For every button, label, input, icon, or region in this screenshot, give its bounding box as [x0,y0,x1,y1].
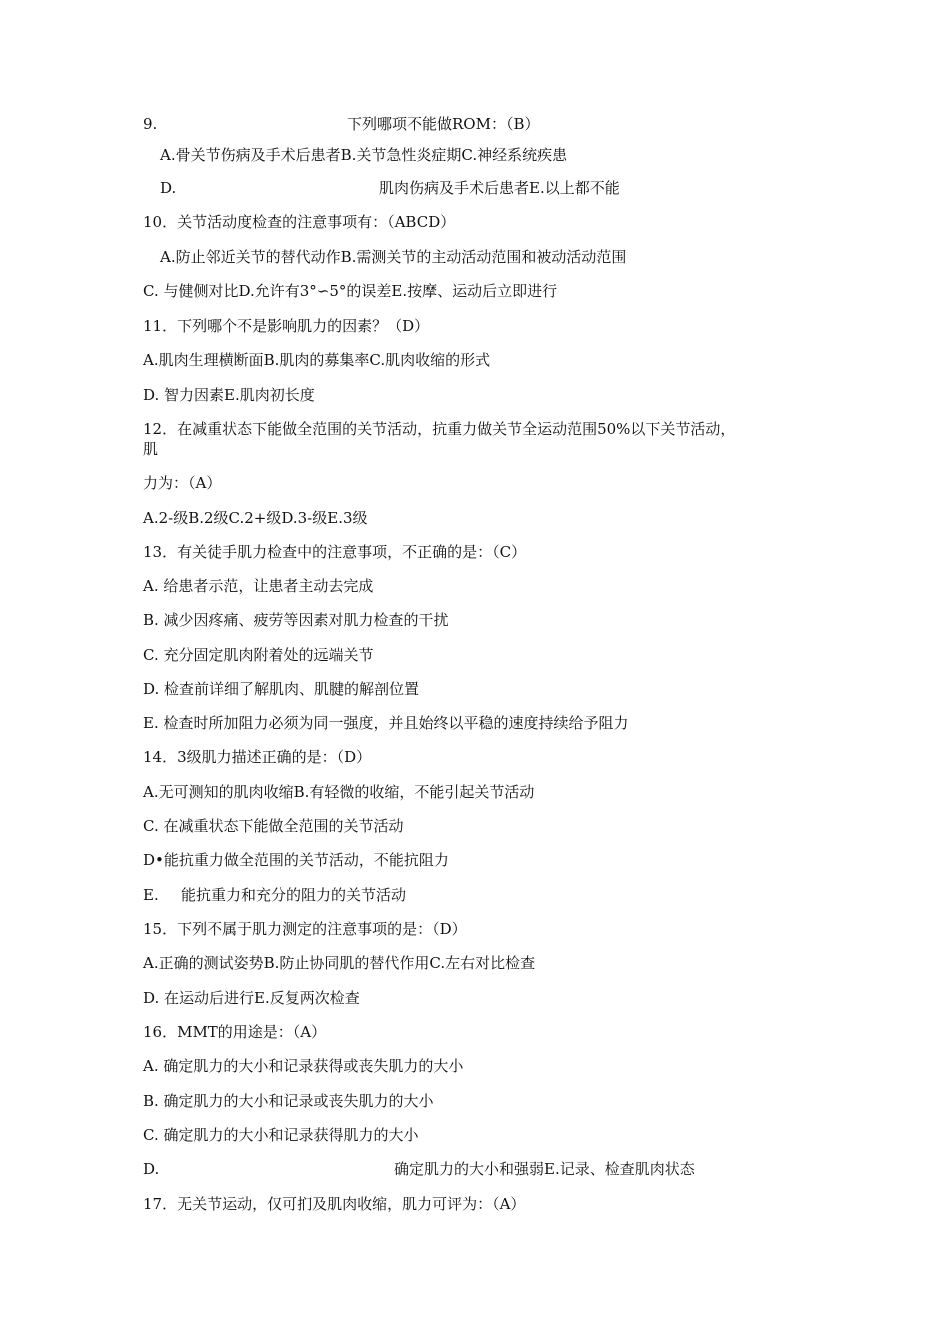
question-11-options-line: A.肌肉生理横断面B.肌肉的募集率C.肌肉收缩的形式 [143,351,491,369]
question-9-options-line: A.骨关节伤病及手术后患者B.关节急性炎症期C.神经系统疾患 [160,146,568,164]
question-15-stem: 15．下列不属于肌力测定的注意事项的是：（D） [143,920,467,938]
question-11-stem: 11．下列哪个不是影响肌力的因素？（D） [143,317,430,335]
question-16-option-a: A. 确定肌力的大小和记录获得或丧失肌力的大小 [143,1057,464,1075]
option-label: D. [143,1160,160,1178]
option-text: 肌肉伤病及手术后患者E.以上都不能 [379,179,620,197]
question-14-option-c: C. 在减重状态下能做全范围的关节活动 [143,817,404,835]
question-13-option-d: D. 检查前详细了解肌肉、肌腱的解剖位置 [143,680,420,698]
question-17-stem: 17．无关节运动，仅可扪及肌肉收缩，肌力可评为：（A） [143,1195,526,1213]
question-16-option-c: C. 确定肌力的大小和记录获得肌力的大小 [143,1126,419,1144]
question-13-stem: 13．有关徒手肌力检查中的注意事项，不正确的是：（C） [143,543,527,561]
option-label: E. [143,886,159,904]
question-10-options-line: C. 与健侧对比D.允许有3°∽5°的误差E.按摩、运动后立即进行 [143,282,558,300]
question-number: 9. [143,115,158,133]
option-text: 确定肌力的大小和强弱E.记录、检查肌肉状态 [394,1160,695,1178]
question-12-stem: 12．在减重状态下能做全范围的关节活动，抗重力做关节全运动范围50%以下关节活动， [143,420,736,438]
question-10-stem: 10．关节活动度检查的注意事项有：（ABCD） [143,213,456,231]
question-12-stem: 力为：（A） [143,474,222,492]
question-14-options-line: A.无可测知的肌肉收缩B.有轻微的收缩，不能引起关节活动 [143,783,535,801]
question-15-options-line: A.正确的测试姿势B.防止协同肌的替代作用C.左右对比检查 [143,954,536,972]
question-10-options-line: A.防止邻近关节的替代动作B.需测关节的主动活动范围和被动活动范围 [160,248,627,266]
option-text: 能抗重力和充分的阻力的关节活动 [181,886,407,904]
question-12-stem: 肌 [143,440,159,458]
option-label: D. [160,179,177,197]
question-15-options-line: D. 在运动后进行E.反复两次检查 [143,989,360,1007]
question-13-option-c: C. 充分固定肌肉附着处的远端关节 [143,646,374,664]
question-12-options-line: A.2-级B.2级C.2+级D.3-级E.3级 [143,509,368,527]
question-16-stem: 16．MMT的用途是：（A） [143,1023,327,1041]
question-13-option-b: B. 减少因疼痛、疲劳等因素对肌力检查的干扰 [143,611,449,629]
question-13-option-a: A. 给患者示范，让患者主动去完成 [143,577,374,595]
question-11-options-line: D. 智力因素E.肌肉初长度 [143,386,315,404]
question-14-option-d: D•能抗重力做全范围的关节活动，不能抗阻力 [143,851,449,869]
question-14-stem: 14．3级肌力描述正确的是：（D） [143,748,372,766]
question-13-option-e: E. 检查时所加阻力必须为同一强度，并且始终以平稳的速度持续给予阻力 [143,714,629,732]
question-stem: 下列哪项不能做ROM：（B） [347,115,540,133]
question-16-option-b: B. 确定肌力的大小和记录或丧失肌力的大小 [143,1092,434,1110]
